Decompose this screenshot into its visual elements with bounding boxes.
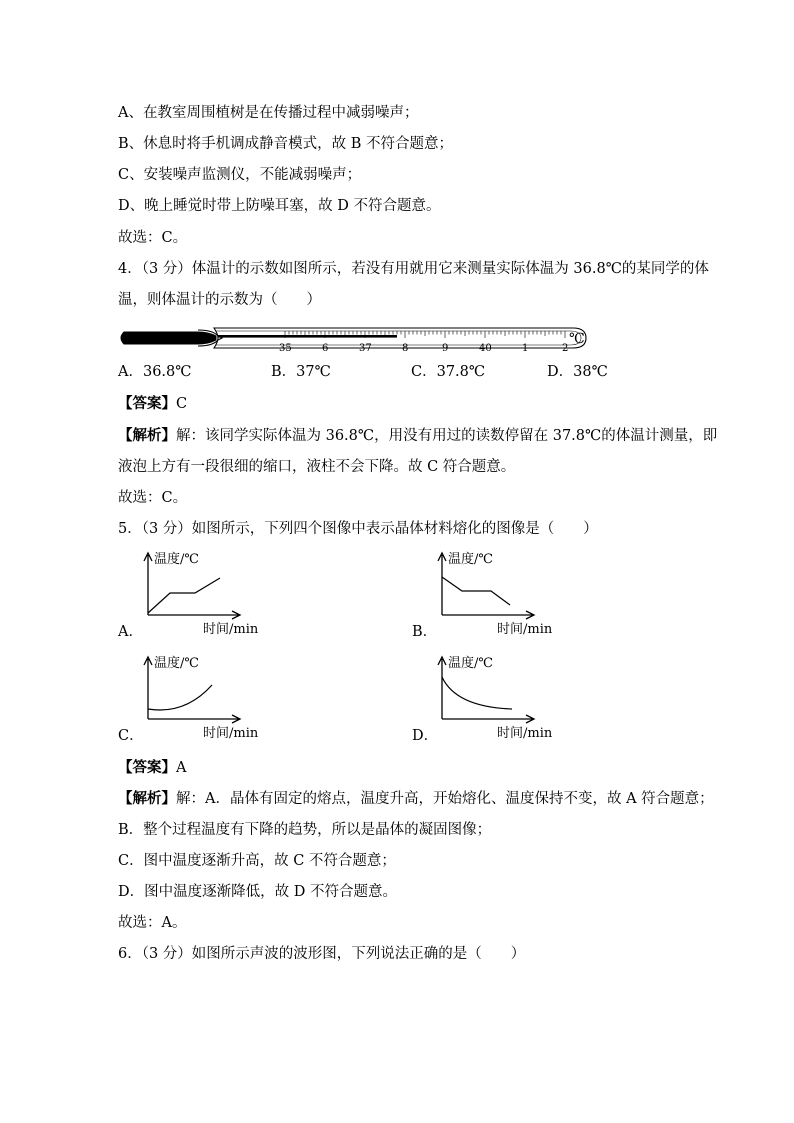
graph-c-label: C． — [118, 728, 144, 744]
q6-stem: 6．（3 分）如图所示声波的波形图，下列说法正确的是（ ） — [118, 946, 526, 962]
thermometer-figure — [118, 320, 598, 356]
graph-b — [434, 545, 564, 640]
answer-tag: 【答案】 — [118, 759, 176, 776]
graph-a — [140, 545, 270, 640]
q4-stem-line1: 4．（3 分）体温计的示数如图所示，若没有用就用它来测量实际体温为 36.8℃的某同学的体 — [118, 261, 709, 277]
graph-b-label: B． — [412, 624, 438, 640]
mercury-column — [218, 335, 397, 338]
thermometer-scale-label: 2 — [562, 343, 569, 354]
graph-b-xlabel: 时间/min — [497, 622, 553, 637]
q5-analysis-line3: C．图中温度逐渐升高，故 C 不符合题意； — [118, 853, 396, 869]
analysis-tag: 【解析】 — [118, 427, 176, 444]
q4-analysis-line1 — [118, 427, 717, 445]
thermometer-scale-label: 1 — [522, 343, 529, 354]
q4-option-d: D．38℃ — [547, 364, 608, 380]
q4-analysis-line2: 液泡上方有一段很细的缩口，液柱不会下降。故 C 符合题意。 — [118, 459, 516, 475]
thermometer-bulb — [121, 332, 216, 344]
analysis-text: 解：该同学实际体温为 36.8℃，用没有用过的读数停留在 37.8℃的体温计测量，即 — [176, 428, 718, 444]
q5-stem: 5．（3 分）如图所示，下列四个图像中表示晶体材料熔化的图像是（ ） — [118, 521, 598, 537]
analysis-tag: 【解析】 — [118, 790, 176, 807]
q5-choice: 故选：A。 — [118, 915, 187, 931]
graph-c-ylabel: 温度/℃ — [154, 656, 199, 671]
graph-c-curve — [148, 685, 212, 710]
graph-a-xlabel: 时间/min — [203, 622, 259, 637]
prev-option-d: D、晚上睡觉时带上防噪耳塞，故 D 不符合题意。 — [118, 198, 441, 214]
q5-answer — [118, 759, 186, 777]
graph-d-xlabel: 时间/min — [497, 726, 553, 741]
graph-d-ylabel: 温度/℃ — [448, 656, 493, 671]
answer-tag: 【答案】 — [118, 395, 176, 412]
graph-c — [140, 649, 270, 744]
graph-a-curve — [148, 578, 220, 613]
graph-c-xlabel: 时间/min — [203, 726, 259, 741]
thermometer-scale-label: 8 — [402, 343, 409, 354]
q4-option-c: C．37.8℃ — [411, 364, 486, 380]
graph-d — [434, 649, 564, 744]
graph-d-curve — [442, 677, 512, 709]
thermometer-scale-label: 35 — [279, 343, 292, 354]
thermometer-scale-label: 37 — [359, 343, 372, 354]
graph-b-ylabel: 温度/℃ — [448, 552, 493, 567]
graph-a-label: A． — [118, 624, 143, 640]
prev-option-b: B、休息时将手机调成静音模式，故 B 不符合题意； — [118, 136, 454, 152]
q4-stem-line2: 温，则体温计的示数为（ ） — [118, 292, 321, 308]
q4-option-a: A．36.8℃ — [118, 364, 192, 380]
prev-option-c: C、安装噪声监测仪，不能减弱噪声； — [118, 167, 362, 183]
graph-d-label: D． — [412, 728, 439, 744]
q4-choice: 故选：C。 — [118, 490, 188, 506]
analysis-text: 解：A．晶体有固定的熔点，温度升高，开始熔化、温度保持不变，故 A 符合题意； — [176, 791, 714, 807]
graph-b-curve — [442, 577, 510, 605]
q4-option-b: B．37℃ — [271, 364, 331, 380]
answer-value: A — [176, 760, 187, 776]
thermometer-scale-label: 40 — [479, 343, 492, 354]
thermometer-scale-label: 9 — [442, 343, 449, 354]
q4-answer — [118, 395, 187, 413]
graph-a-ylabel: 温度/℃ — [154, 552, 199, 567]
q5-analysis-line4: D．图中温度逐渐降低，故 D 不符合题意。 — [118, 884, 397, 900]
prev-choice: 故选：C。 — [118, 230, 188, 246]
answer-value: C — [176, 396, 188, 412]
thermometer-unit: ℃ — [569, 331, 585, 347]
prev-option-a: A、在教室周围植树是在传播过程中减弱噪声； — [118, 105, 419, 121]
q5-analysis-line1 — [118, 790, 714, 808]
q5-analysis-line2: B．整个过程温度有下降的趋势，所以是晶体的凝固图像； — [118, 822, 492, 838]
thermometer-scale-label: 6 — [322, 343, 329, 354]
